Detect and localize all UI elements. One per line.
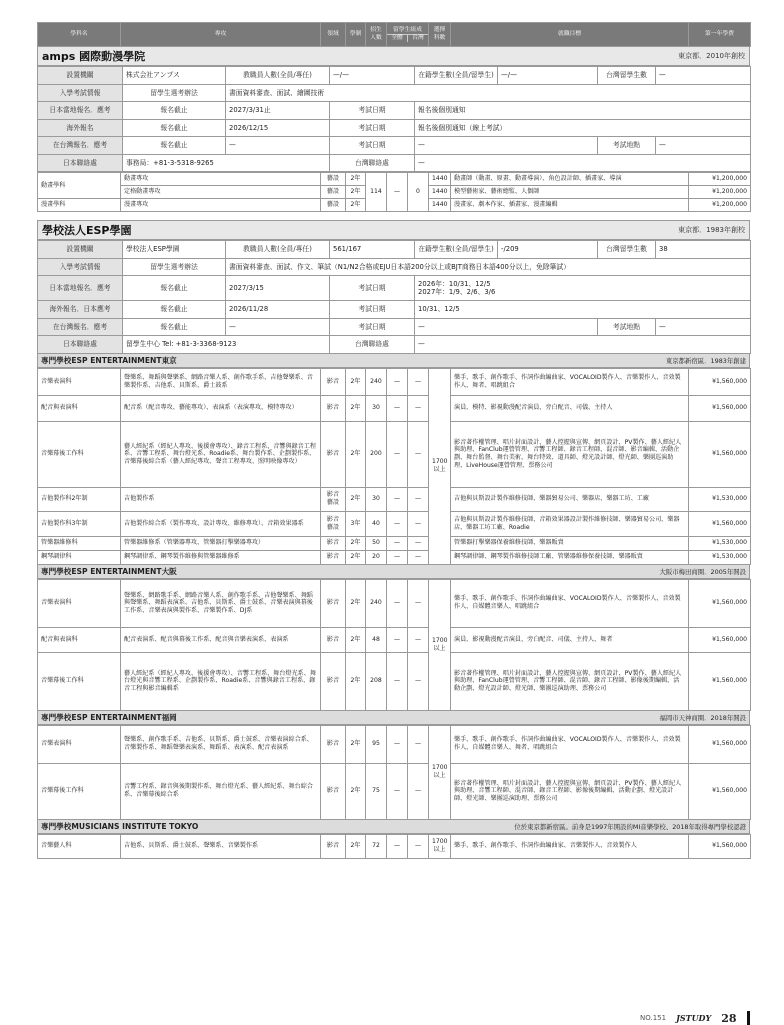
school-bar-esp — [37, 220, 750, 240]
info-label: 在台灣報名．應考 — [38, 318, 123, 336]
course-dept: 音樂表演科 — [38, 725, 121, 763]
school-name: 學校法人ESP學園 — [42, 224, 132, 237]
info-value: 10/31、12/5 — [415, 301, 751, 319]
page-edge-bar — [747, 1011, 750, 1025]
course-tuition: ¥1,560,000 — [689, 421, 751, 487]
info-value: — — [226, 318, 330, 336]
course-dept: 音樂藝人科 — [38, 834, 121, 858]
table-row — [38, 487, 751, 511]
campus-bar-fukuoka — [37, 711, 750, 725]
campus-location: 福岡市天神商圈．2018年開設 — [659, 713, 746, 722]
info-label: 海外報名．日本應考 — [38, 301, 123, 319]
header-field: 領域 — [321, 23, 346, 47]
school-bar-amps — [37, 47, 750, 66]
campus-location: 東京都新宿區．1983年創建 — [665, 356, 746, 365]
course-tuition: ¥1,530,000 — [689, 536, 751, 550]
course-foreign-tw: — — [408, 421, 429, 487]
course-field: 影音 — [321, 725, 346, 763]
header-foreign-label: 留學生組成 — [387, 27, 428, 35]
course-dept: 鋼琴調律科 — [38, 550, 121, 564]
info-value: —/— — [330, 67, 415, 85]
info-table-esp — [37, 240, 751, 354]
course-field: 影音 — [321, 550, 346, 564]
info-label: 報名截止 — [123, 276, 226, 301]
info-label: 教職員人數(全員/專任) — [226, 241, 330, 259]
header-enroll: 招生人數 — [366, 23, 387, 47]
course-select: 1440 — [429, 173, 451, 186]
info-value: 2026/11/28 — [226, 301, 330, 319]
course-years: 2年 — [346, 550, 366, 564]
course-tuition: ¥1,560,000 — [689, 395, 751, 421]
course-dept: 音樂幕後工作科 — [38, 763, 121, 819]
course-field: 藝設 — [321, 173, 346, 186]
info-label: 報名截止 — [123, 119, 226, 137]
course-field: 影音 — [321, 395, 346, 421]
course-select: 1700以上 — [429, 834, 451, 858]
course-major: 鋼琴調律系、鋼琴製作維修與管樂器維修系 — [121, 550, 321, 564]
course-years: 2年 — [346, 627, 366, 652]
course-years: 2年 — [346, 368, 366, 395]
course-enroll: 40 — [366, 511, 387, 536]
info-table-amps — [37, 66, 751, 172]
course-foreign-tw: — — [408, 579, 429, 627]
info-label: 台灣聯絡處 — [330, 154, 415, 172]
info-value: 561/167 — [330, 241, 415, 259]
info-value: 株式会社アンプス — [123, 67, 226, 85]
info-label: 報名截止 — [123, 318, 226, 336]
table-row — [38, 834, 751, 858]
header-goal: 就職目標 — [451, 23, 689, 47]
course-years: 2年 — [346, 763, 366, 819]
course-field: 藝設 — [321, 186, 346, 199]
info-value: — — [415, 336, 751, 354]
info-label: 入學考試情報 — [38, 258, 123, 276]
course-major: 配音表演系、配音與幕後工作系、配音與音樂表演系、表演系 — [121, 627, 321, 652]
info-value: — — [656, 318, 751, 336]
course-foreign-tw: — — [408, 536, 429, 550]
info-value: 留學生中心 Tel: +81-3-3368-9123 — [123, 336, 330, 354]
header-select: 選擇科數 — [429, 23, 451, 47]
course-goal: 演員、模特、影視動漫配音演員、旁白配音、司儀、主持人 — [451, 395, 689, 421]
course-foreign-all: — — [387, 652, 408, 710]
info-label: 考試日期 — [330, 102, 415, 120]
course-foreign-tw: — — [408, 652, 429, 710]
course-dept: 漫畫學科 — [38, 199, 121, 212]
table-row — [38, 763, 751, 819]
school-location: 東京都．1983年創校 — [678, 226, 745, 234]
exam-date-line: 2027年：1/9、2/6、3/6 — [418, 288, 496, 296]
course-enroll: 240 — [366, 579, 387, 627]
course-years: 2年 — [346, 725, 366, 763]
course-enroll: 72 — [366, 834, 387, 858]
table-row — [38, 511, 751, 536]
table-row — [38, 536, 751, 550]
course-foreign-all: — — [387, 725, 408, 763]
course-foreign-tw: 0 — [408, 173, 429, 212]
table-row — [38, 368, 751, 395]
course-major: 定格動畫專攻 — [121, 186, 321, 199]
course-foreign-all: — — [387, 511, 408, 536]
course-major: 吉他製作系 — [121, 487, 321, 511]
school-location: 東京都．2010年創校 — [678, 52, 745, 60]
course-goal: 影音著作權管理、唱片封面設計、藝人控握與宣傳、網頁設計、PV製作、藝人經紀人與助理、音響工程師、混音師、錄音工程師、影像後期編輯、活動企劃、燈光設計師、燈光師、樂團巡演助理、票務公司 — [451, 763, 689, 819]
page-content — [37, 22, 750, 859]
course-dept: 音樂表演科 — [38, 579, 121, 627]
info-value: 2027/3/31止 — [226, 102, 330, 120]
info-value: -/209 — [498, 241, 598, 259]
course-tuition: ¥1,560,000 — [689, 627, 751, 652]
page-footer — [640, 1012, 760, 1024]
course-field: 影音 — [321, 627, 346, 652]
course-tuition: ¥1,560,000 — [689, 652, 751, 710]
course-enroll: 30 — [366, 395, 387, 421]
course-goal: 漫畫家、劇本作家、插畫家、漫畫編輯 — [451, 199, 689, 212]
table-row — [38, 725, 751, 763]
course-years: 2年 — [346, 536, 366, 550]
course-major: 漫畫專攻 — [121, 199, 321, 212]
course-table-amps — [37, 172, 751, 212]
info-label: 台灣留學生數 — [598, 67, 656, 85]
issue-number: NO.151 — [640, 1014, 667, 1022]
course-enroll: 200 — [366, 421, 387, 487]
info-label: 在籍學生數(全員/留學生) — [415, 67, 498, 85]
course-dept: 吉他製作科2年制 — [38, 487, 121, 511]
header-years: 學制 — [346, 23, 366, 47]
course-tuition: ¥1,560,000 — [689, 763, 751, 819]
campus-location: 位於東京都新宿區。前身是1997年開設的MI音樂學校、2018年取得專門學校認證 — [514, 822, 746, 831]
info-label: 報名截止 — [123, 102, 226, 120]
course-dept: 管樂器維修科 — [38, 536, 121, 550]
info-label: 留學生選考辦法 — [123, 258, 226, 276]
course-foreign-all: — — [387, 368, 408, 395]
course-enroll: 50 — [366, 536, 387, 550]
course-dept: 音樂表演科 — [38, 368, 121, 395]
school-name: amps 國際動漫學院 — [42, 50, 146, 63]
info-value: 學校法人ESP學園 — [123, 241, 226, 259]
course-foreign-all: — — [387, 579, 408, 627]
course-dept: 音樂幕後工作科 — [38, 421, 121, 487]
info-label: 考試地點 — [598, 318, 656, 336]
info-value: — — [656, 67, 751, 85]
course-enroll: 20 — [366, 550, 387, 564]
info-label: 考試日期 — [330, 301, 415, 319]
campus-name: 專門學校ESP ENTERTAINMENT東京 — [41, 355, 177, 365]
course-major: 聲樂系、舞蹈與聲樂系、網路音樂人系、創作歌手系、吉他聲樂系、音樂製作系、吉他系、貝斯系、爵士鼓系 — [121, 368, 321, 395]
info-label: 海外報名 — [38, 119, 123, 137]
course-field: 影音 — [321, 579, 346, 627]
course-years: 2年 — [346, 652, 366, 710]
table-row — [38, 579, 751, 627]
course-years: 2年 — [346, 579, 366, 627]
course-enroll: 208 — [366, 652, 387, 710]
page-number: 28 — [721, 1011, 737, 1025]
table-row — [38, 550, 751, 564]
course-major: 音響工程系、錄音與後期製作系、舞台燈光系、藝人經紀系、舞台綜合系、音樂幕後綜合系 — [121, 763, 321, 819]
course-field: 影音 — [321, 536, 346, 550]
course-goal: 影音著作權管理、唱片封面設計、藝人控握與宣傳、網頁設計、PV製作、藝人經紀人與助理、FanClub運營管理、音響工程師、混音師、錄音工程師、影像後期編輯、活動企劃、燈光設計師、燈光師、樂團巡演助理、票務公司 — [451, 652, 689, 710]
course-select: 1440 — [429, 199, 451, 212]
course-goal: 影音著作權管理、唱片封面設計、藝人控握與宣傳、網頁設計、PV製作、藝人經紀人與助理、FanClub運營管理、音響工程師、錄音工程師、混音師、影音編輯、活動企劃、舞台監督、舞台美術、舞台特效、道具師、燈光設計師、燈光師、樂團巡演助理、LiveHouse運營管理、票務公司 — [451, 421, 689, 487]
course-tuition: ¥1,560,000 — [689, 368, 751, 395]
info-label: 在籍學生數(全員/留學生) — [415, 241, 498, 259]
info-value: — — [656, 137, 751, 155]
course-goal: 動畫師（動畫、原畫、動畫導演）、角色設計師、插畫家、導演 — [451, 173, 689, 186]
course-foreign-all: — — [387, 763, 408, 819]
course-foreign-all: — — [387, 173, 408, 212]
course-years: 2年 — [346, 421, 366, 487]
course-goal: 樂手、歌手、創作歌手、作詞作曲編曲家、音樂製作人、音效製作人 — [451, 834, 689, 858]
course-years: 2年 — [346, 199, 366, 212]
course-tuition: ¥1,200,000 — [689, 199, 751, 212]
info-label: 日本聯絡處 — [38, 336, 123, 354]
course-years: 2年 — [346, 173, 366, 186]
course-foreign-all: — — [387, 421, 408, 487]
course-enroll: 95 — [366, 725, 387, 763]
course-select: 1440 — [429, 186, 451, 199]
course-goal: 吉他與貝斯設計製作維修技師、音箱效果器設計製作維修技師、樂器貿易公司、樂器店、樂器工坊工廠、Roadie — [451, 511, 689, 536]
course-goal: 樂手、歌手、創作歌手、作詞作曲編曲家、VOCALOID製作人、音樂製作人、音效製作人、自媒體音樂人、唱跳組合 — [451, 579, 689, 627]
course-major: 管樂器維修系（管樂器專攻、管樂器打擊樂器專攻） — [121, 536, 321, 550]
course-tuition: ¥1,200,000 — [689, 173, 751, 186]
course-foreign-all: — — [387, 550, 408, 564]
table-row — [38, 627, 751, 652]
campus-name: 專門學校ESP ENTERTAINMENT大阪 — [41, 566, 177, 576]
course-table-mi — [37, 834, 751, 859]
course-foreign-tw: — — [408, 550, 429, 564]
course-tuition: ¥1,560,000 — [689, 511, 751, 536]
course-tuition: ¥1,560,000 — [689, 725, 751, 763]
course-tuition: ¥1,560,000 — [689, 834, 751, 858]
info-label: 考試日期 — [330, 318, 415, 336]
info-label: 日本當地報名．應考 — [38, 102, 123, 120]
course-enroll: 30 — [366, 487, 387, 511]
info-label: 考試日期 — [330, 119, 415, 137]
course-goal: 樂手、歌手、創作歌手、作詞作曲編曲家、VOCALOID製作人、音樂製作人、音效製作人、舞者、唱跳組合 — [451, 368, 689, 395]
info-label: 留學生選考辦法 — [123, 84, 226, 102]
course-field: 影音 — [321, 368, 346, 395]
course-goal: 演員、影視動漫配音演員、旁白配音、司儀、主持人、舞者 — [451, 627, 689, 652]
info-label: 入學考試情報 — [38, 84, 123, 102]
header-foreign-tw: 台灣 — [412, 35, 424, 41]
course-major: 配音系（配音專攻、藝能專攻）、表演系（表演專攻、模特專攻） — [121, 395, 321, 421]
info-label: 日本聯絡處 — [38, 154, 123, 172]
info-label: 報名截止 — [123, 137, 226, 155]
course-field: 藝設 — [321, 199, 346, 212]
course-field: 影音 — [321, 834, 346, 858]
course-years: 2年 — [346, 186, 366, 199]
course-foreign-tw: — — [408, 511, 429, 536]
course-table-fukuoka — [37, 725, 751, 820]
course-foreign-all: — — [387, 536, 408, 550]
info-value: — — [226, 137, 330, 155]
header-dept: 學科名 — [38, 23, 121, 47]
course-years: 2年 — [346, 834, 366, 858]
course-major: 藝人經紀系（經紀人專攻、後援會專攻）、音響工程系、舞台燈光系、舞台燈光與音響工程系、企劃製作系、Roadie系、音響與錄音工程系、錄音工程與影音編輯系 — [121, 652, 321, 710]
course-dept: 吉他製作科3年制 — [38, 511, 121, 536]
course-dept: 音樂幕後工作科 — [38, 652, 121, 710]
info-label: 教職員人數(全員/專任) — [226, 67, 330, 85]
header-major: 專攻 — [121, 23, 321, 47]
info-value: 書面資料審查、面試、作文、筆試（N1/N2合格或EJU日本語200分以上或BJT商務日本語400分以上，免除筆試） — [226, 258, 751, 276]
table-row — [38, 421, 751, 487]
course-foreign-tw: — — [408, 395, 429, 421]
course-major: 聲樂系、網路歌手系、網路音樂人系、創作歌手系、吉他聲樂系、舞蹈與聲樂系、舞蹈表演系、吉他系、貝斯系、爵士鼓系、音樂表演與幕後工作系、音樂表演與製作系、音樂製作系、DJ系 — [121, 579, 321, 627]
campus-name: 專門學校ESP ENTERTAINMENT福岡 — [41, 712, 177, 722]
course-goal: 吉他與貝斯設計製作維修技師、樂器貿易公司、樂器店、樂器工坊、工廠 — [451, 487, 689, 511]
table-row — [38, 652, 751, 710]
header-foreign — [387, 23, 429, 47]
course-goal: 樂手、歌手、創作歌手、作詞作曲編曲家、VOCALOID製作人、音樂製作人、音效製作人、自媒體音樂人、舞者、唱跳組合 — [451, 725, 689, 763]
info-value: 書面資料審查、面試、繪圖技術 — [226, 84, 751, 102]
table-row — [38, 395, 751, 421]
course-goal: 管樂器打擊樂器保養維修技師、樂器販賣 — [451, 536, 689, 550]
course-goal: 模型藝術家、藝術總監、人偶師 — [451, 186, 689, 199]
course-enroll: 240 — [366, 368, 387, 395]
course-foreign-tw: — — [408, 627, 429, 652]
campus-location: 大阪市梅田商圈．2005年開設 — [659, 567, 746, 576]
course-dept: 配音與表演科 — [38, 395, 121, 421]
course-foreign-all: — — [387, 487, 408, 511]
course-goal: 鋼琴調律師、鋼琴製作維修技師工廠、管樂器維修保養技師、樂器販賣 — [451, 550, 689, 564]
course-tuition: ¥1,200,000 — [689, 186, 751, 199]
course-enroll: 75 — [366, 763, 387, 819]
campus-name: 專門學校MUSICIANS INSTITUTE TOKYO — [41, 821, 199, 831]
course-enroll: 48 — [366, 627, 387, 652]
course-major: 吉他製作綜合系（製作專攻、設計專攻、維修專攻）、音箱效果器系 — [121, 511, 321, 536]
course-field: 影音藝設 — [321, 487, 346, 511]
course-foreign-all: — — [387, 627, 408, 652]
info-value: —/— — [498, 67, 598, 85]
campus-bar-mi — [37, 820, 750, 834]
campus-bar-osaka — [37, 565, 750, 579]
course-years: 3年 — [346, 511, 366, 536]
info-value: — — [415, 154, 751, 172]
course-tuition: ¥1,560,000 — [689, 579, 751, 627]
info-label: 設置機關 — [38, 67, 123, 85]
info-label: 設置機關 — [38, 241, 123, 259]
info-label: 考試地點 — [598, 137, 656, 155]
magazine-logo: JSTUDY — [676, 1013, 712, 1023]
course-foreign-tw: — — [408, 834, 429, 858]
course-tuition: ¥1,530,000 — [689, 487, 751, 511]
course-major: 動畫專攻 — [121, 173, 321, 186]
course-select: 1700以上 — [429, 368, 451, 564]
course-select: 1700以上 — [429, 579, 451, 710]
course-major: 吉他系、貝斯系、爵士鼓系、聲樂系、音樂製作系 — [121, 834, 321, 858]
course-table-osaka — [37, 579, 751, 711]
course-dept: 配音與表演科 — [38, 627, 121, 652]
table-row — [38, 173, 751, 186]
info-value: 報名後個別通知（線上考試） — [415, 119, 751, 137]
course-major: 藝人經紀系（經紀人專攻、後援會專攻）、錄音工程系、音響與錄音工程系、音響工程系、舞台燈光系、Roadie系、舞台製作系、企劃製作系、音樂幕後綜合系（藝人經紀專攻、聲音工程專攻、照明映像專攻） — [121, 421, 321, 487]
info-value: 38 — [656, 241, 751, 259]
column-header — [37, 22, 751, 47]
info-label: 台灣留學生數 — [598, 241, 656, 259]
campus-bar-tokyo — [37, 354, 750, 368]
course-major: 聲樂系、創作歌手系、吉他系、貝斯系、爵士鼓系、音樂表演綜合系、音樂製作系、舞蹈聲樂表演系、舞蹈系、表演系、配音表演系 — [121, 725, 321, 763]
course-years: 2年 — [346, 395, 366, 421]
info-label: 考試日期 — [330, 276, 415, 301]
header-foreign-all: 全體 — [387, 35, 408, 42]
course-years: 2年 — [346, 487, 366, 511]
info-value — [415, 276, 751, 301]
info-label: 台灣聯絡處 — [330, 336, 415, 354]
header-tuition: 第一年學費 — [689, 23, 751, 47]
course-foreign-tw: — — [408, 368, 429, 395]
course-foreign-tw: — — [408, 725, 429, 763]
info-value: 報名後個別通知 — [415, 102, 751, 120]
info-label: 在台灣報名．應考 — [38, 137, 123, 155]
exam-date-line: 2026年：10/31、12/5 — [418, 279, 491, 288]
info-value: — — [415, 318, 598, 336]
course-field: 影音 — [321, 763, 346, 819]
info-label: 報名截止 — [123, 301, 226, 319]
course-field: 影音藝設 — [321, 511, 346, 536]
course-foreign-tw: — — [408, 763, 429, 819]
course-field: 影音 — [321, 652, 346, 710]
info-value: 2026/12/15 — [226, 119, 330, 137]
info-value: 事務局：+81-3-5318-9265 — [123, 154, 330, 172]
course-tuition: ¥1,530,000 — [689, 550, 751, 564]
course-foreign-tw: — — [408, 487, 429, 511]
course-dept: 動畫學科 — [38, 173, 121, 199]
info-value: — — [415, 137, 598, 155]
course-foreign-all: — — [387, 834, 408, 858]
course-table-tokyo — [37, 368, 751, 565]
course-enroll: 114 — [366, 173, 387, 212]
info-value: 2027/3/15 — [226, 276, 330, 301]
course-select: 1700以上 — [429, 725, 451, 819]
course-field: 影音 — [321, 421, 346, 487]
info-label: 考試日期 — [330, 137, 415, 155]
course-foreign-all: — — [387, 395, 408, 421]
info-label: 日本當地報名．應考 — [38, 276, 123, 301]
